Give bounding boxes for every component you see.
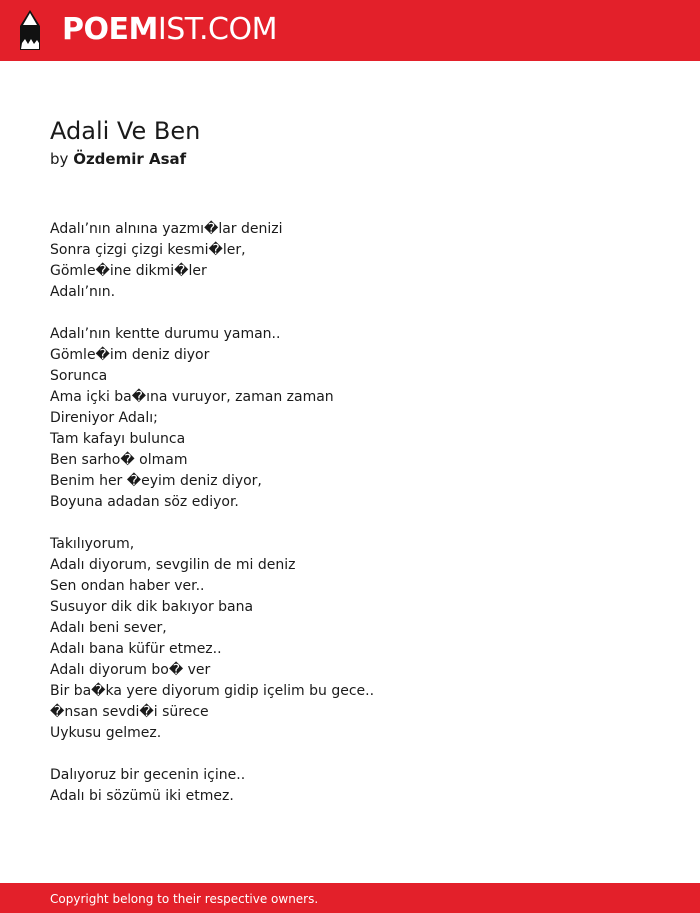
site-header (0, 0, 700, 61)
poem-line: Sorunca (50, 368, 108, 384)
author-name: Özdemir Asaf (73, 150, 187, 168)
poem-line: Dalıyoruz bir gecenin içine.. (50, 767, 246, 783)
poem-line: Susuyor dik dik bakıyor bana (50, 599, 254, 615)
poem-line: Bir ba�ka yere diyorum gidip içelim bu gece.. (50, 683, 375, 699)
poem-line: Uykusu gelmez. (50, 725, 162, 741)
site-footer (0, 883, 700, 913)
poem-line: Ben sarho� olmam (50, 452, 188, 468)
poem-line: Benim her �eyim deniz diyor, (50, 473, 262, 489)
poem-line: Gömle�ine dikmi�ler (50, 263, 207, 279)
poem-line: Adalı bana küfür etmez.. (50, 641, 222, 657)
poem-body (50, 219, 670, 828)
by-label: by (50, 150, 69, 168)
poem-line: Takılıyorum, (50, 536, 135, 552)
poem-title: Adali Ve Ben (50, 117, 201, 145)
poem-line: Adalı beni sever, (50, 620, 167, 636)
poem-line: Tam kafayı bulunca (50, 431, 186, 447)
poem-line: Adalı diyorum bo� ver (50, 662, 211, 678)
poem-line: Adalı’nın alnına yazmı�lar denizi (50, 221, 283, 237)
copyright-text: Copyright belong to their respective owners. (50, 892, 319, 906)
logo-bold-text: POEM (62, 12, 158, 47)
poem-line: �nsan sevdi�i sürece (50, 704, 209, 720)
poem-line: Adalı’nın kentte durumu yaman.. (50, 326, 281, 342)
poem-line: Adalı bi sözümü iki etmez. (50, 788, 234, 804)
poem-stanza (50, 534, 670, 744)
poem-line: Sonra çizgi çizgi kesmi�ler, (50, 242, 246, 258)
logo-light-text: IST.COM (157, 12, 277, 47)
byline (50, 149, 186, 169)
poem-line: Adalı’nın. (50, 284, 116, 300)
poem-line: Sen ondan haber ver.. (50, 578, 205, 594)
poem-stanza (50, 765, 670, 807)
poem-line: Ama içki ba�ına vuruyor, zaman zaman (50, 389, 334, 405)
poem-line: Direniyor Adalı; (50, 410, 158, 426)
pencil-icon[interactable] (18, 10, 42, 52)
poem-line: Boyuna adadan söz ediyor. (50, 494, 239, 510)
poem-line: Gömle�im deniz diyor (50, 347, 210, 363)
poem-stanza (50, 219, 670, 303)
poem-stanza (50, 324, 670, 513)
poem-line: Adalı diyorum, sevgilin de mi deniz (50, 557, 296, 573)
site-logo[interactable] (62, 12, 277, 48)
